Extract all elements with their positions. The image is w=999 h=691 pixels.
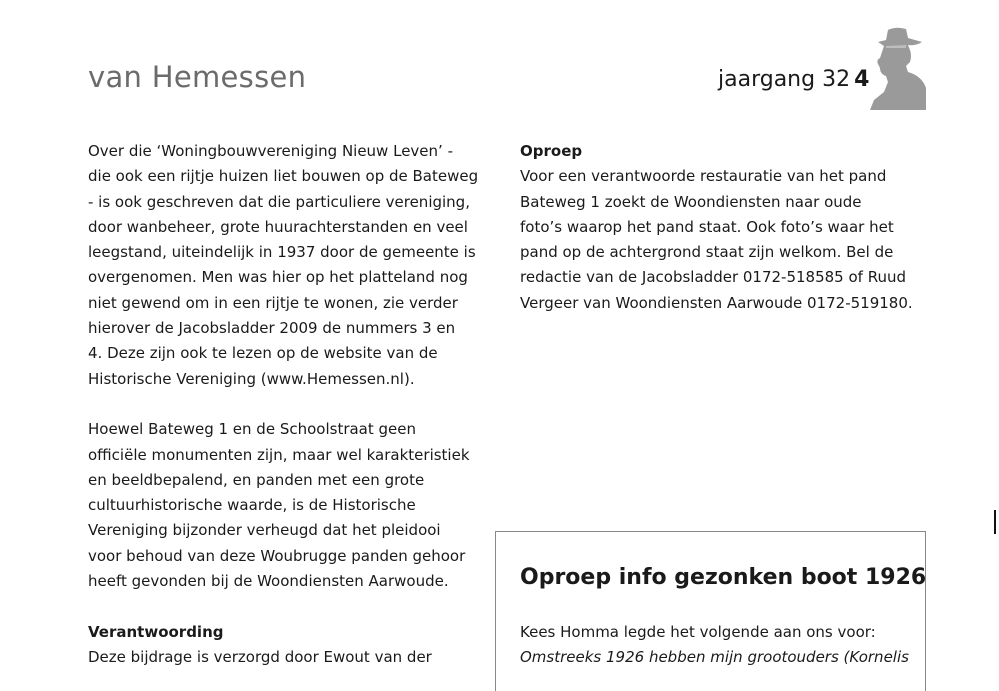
text-line: cultuurhistorische waarde, is de Historische — [88, 496, 416, 515]
box-body — [520, 620, 910, 671]
text-line: Vereniging bijzonder verheugd dat het pleidooi — [88, 521, 441, 540]
text-line: Over die ‘Woningbouwvereniging Nieuw Leven’ - — [88, 142, 453, 160]
publication-title: van Hemessen — [88, 60, 307, 94]
man-with-hat-silhouette-icon — [866, 26, 930, 110]
text-line: leegstand, uiteindelijk in 1937 door de gemeente is — [88, 243, 476, 262]
paragraph-monuments — [88, 417, 483, 594]
subheading-oproep: Oproep — [520, 142, 583, 160]
text-line: redactie van de Jacobsladder 0172-518585 of Ruud — [520, 268, 907, 287]
text-line: Vergeer van Woondiensten Aarwoude 0172-519180. — [520, 293, 913, 312]
box-title: Oproep info gezonken boot 1926 — [520, 565, 927, 590]
left-column — [88, 139, 483, 670]
text-line: Voor een verantwoorde restauratie van het pand — [520, 167, 887, 186]
text-line: voor behoud van deze Woubrugge panden gehoor — [88, 546, 466, 565]
text-line: die ook een rijtje huizen liet bouwen op de Bateweg — [88, 167, 479, 186]
text-line: Deze bijdrage is verzorgd door Ewout van der — [88, 647, 432, 666]
right-column — [520, 139, 920, 316]
text-line: hierover de Jacobsladder 2009 de nummers 3 en — [88, 319, 456, 338]
text-line: Kees Homma legde het volgende aan ons voor: — [520, 623, 876, 641]
text-line: heeft gevonden bij de Woondiensten Aarwoude. — [88, 572, 449, 591]
text-cursor — [994, 510, 996, 534]
text-line: - is ook geschreven dat die particuliere vereniging, — [88, 192, 470, 211]
volume-label: jaargang 32 — [718, 67, 851, 92]
text-line: 4. Deze zijn ook te lezen op de website van de — [88, 344, 438, 363]
text-line: officiële monumenten zijn, maar wel karakteristiek — [88, 445, 470, 464]
text-line: pand op de achtergrond staat zijn welkom. Bel de — [520, 243, 894, 262]
issue-label — [718, 67, 869, 92]
page-number: 4 — [854, 67, 870, 92]
text-line: overgenomen. Men was hier op het platteland nog — [88, 268, 468, 287]
text-line: en beeldbepalend, en panden met een grote — [88, 470, 425, 489]
text-line: niet gewend om in een rijtje te wonen, zie verder — [88, 293, 458, 312]
paragraph-intro — [88, 139, 483, 392]
text-line: door wanbeheer, grote huurachterstanden en veel — [88, 217, 468, 236]
text-line: Hoewel Bateweg 1 en de Schoolstraat geen — [88, 420, 417, 439]
text-line: Omstreeks 1926 hebben mijn grootouders (Kornelis — [520, 648, 909, 667]
text-line: Bateweg 1 zoekt de Woondiensten naar oude — [520, 192, 862, 211]
subheading-verantwoording: Verantwoording — [88, 622, 224, 641]
text-line: foto’s waarop het pand staat. Ook foto’s waar het — [520, 217, 894, 236]
text-line: Historische Vereniging (www.Hemessen.nl). — [88, 369, 415, 388]
